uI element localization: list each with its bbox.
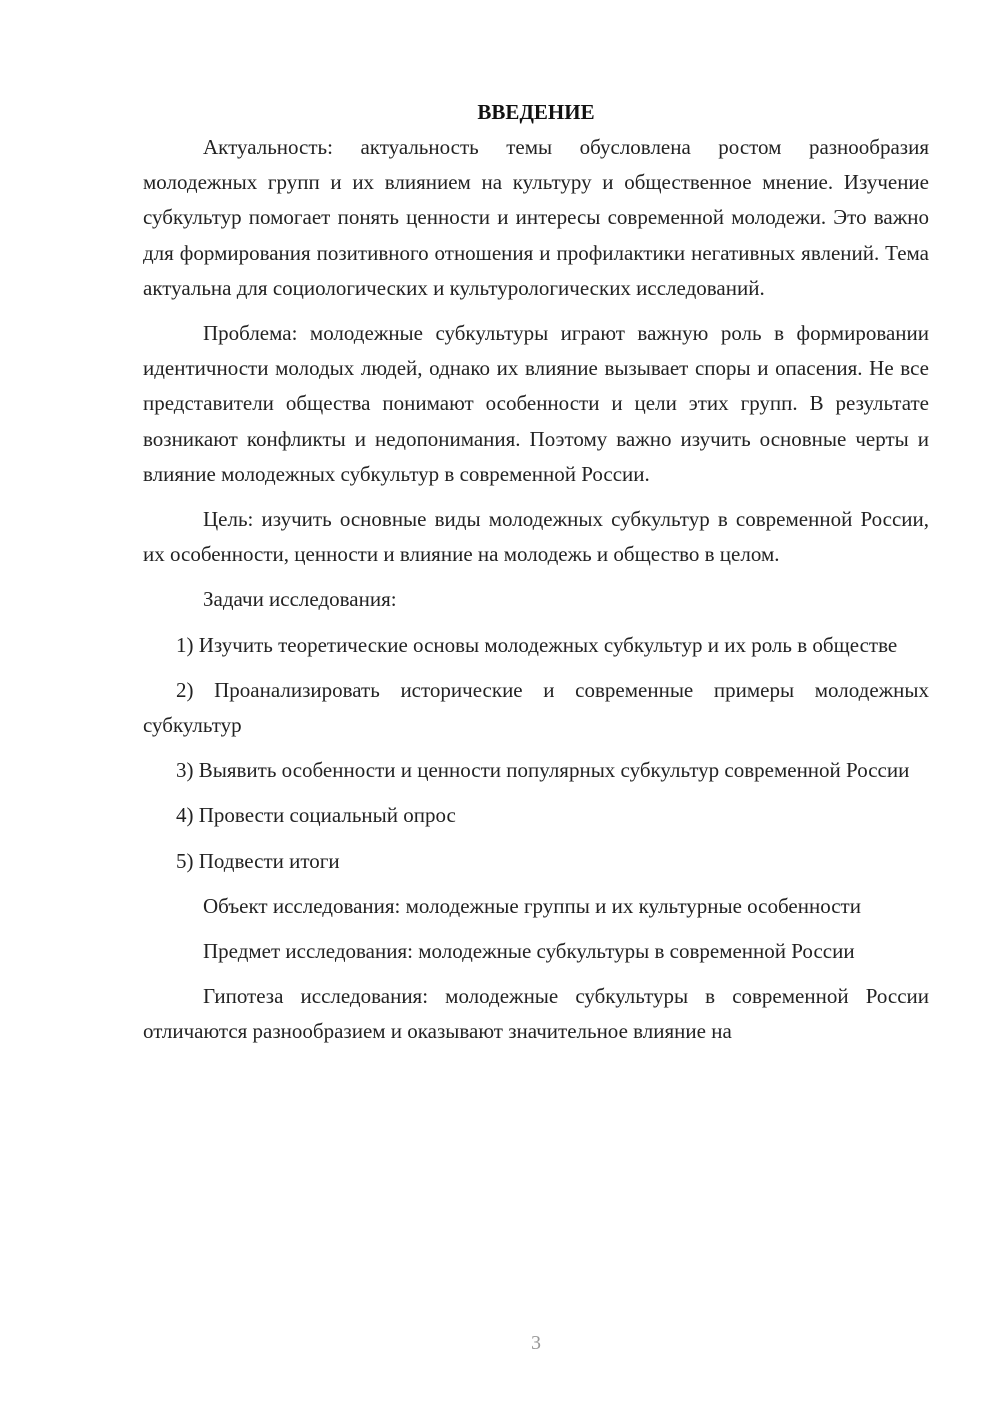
task-item-4: 4) Провести социальный опрос xyxy=(176,803,456,828)
goal-paragraph: Цель: изучить основные виды молодежных субкультур в современной России, их особенности, ценности и влияние на молодежь и общество в целом. xyxy=(143,507,929,567)
task-item-2: 2) Проанализировать исторические и современные примеры молодежных субкультур xyxy=(143,677,929,738)
object-paragraph: Объект исследования: молодежные группы и их культурные особенности xyxy=(203,893,861,918)
task-item-3: 3) Выявить особенности и ценности популярных субкультур современной России xyxy=(176,758,910,783)
hypothesis-paragraph: Гипотеза исследования: молодежные субкультуры в современной России отличаются разнообразием и оказывают значительное влияние на xyxy=(143,984,929,1044)
problem-paragraph: Проблема: молодежные субкультуры играют важную роль в формировании идентичности молодых людей, однако их влияние вызывает споры и опасения. Не все представители общества понимают особенности и цели этих групп. В результате возникают конфликты и недопонимания. Поэтому важно изучить основные черты и влияние молодежных субкультур в современной России. xyxy=(143,321,929,486)
relevance-paragraph: Актуальность: актуальность темы обусловлена ростом разнообразия молодежных групп и их влиянием на культуру и общественное мнение. Изучение субкультур помогает понять ценности и интересы современной молодежи. Это важно для формирования позитивного отношения и профилактики негативных явлений. Тема актуальна для социологических и культурологических исследований. xyxy=(143,135,929,300)
document-body xyxy=(143,95,929,1060)
page-number: 3 xyxy=(531,1332,541,1354)
document-title: ВВЕДЕНИЕ xyxy=(477,100,595,124)
subject-paragraph: Предмет исследования: молодежные субкультуры в современной России xyxy=(203,939,855,964)
tasks-heading: Задачи исследования: xyxy=(203,587,397,612)
task-item-5: 5) Подвести итоги xyxy=(176,848,340,873)
task-item-1: 1) Изучить теоретические основы молодежных субкультур и их роль в обществе xyxy=(176,632,898,657)
